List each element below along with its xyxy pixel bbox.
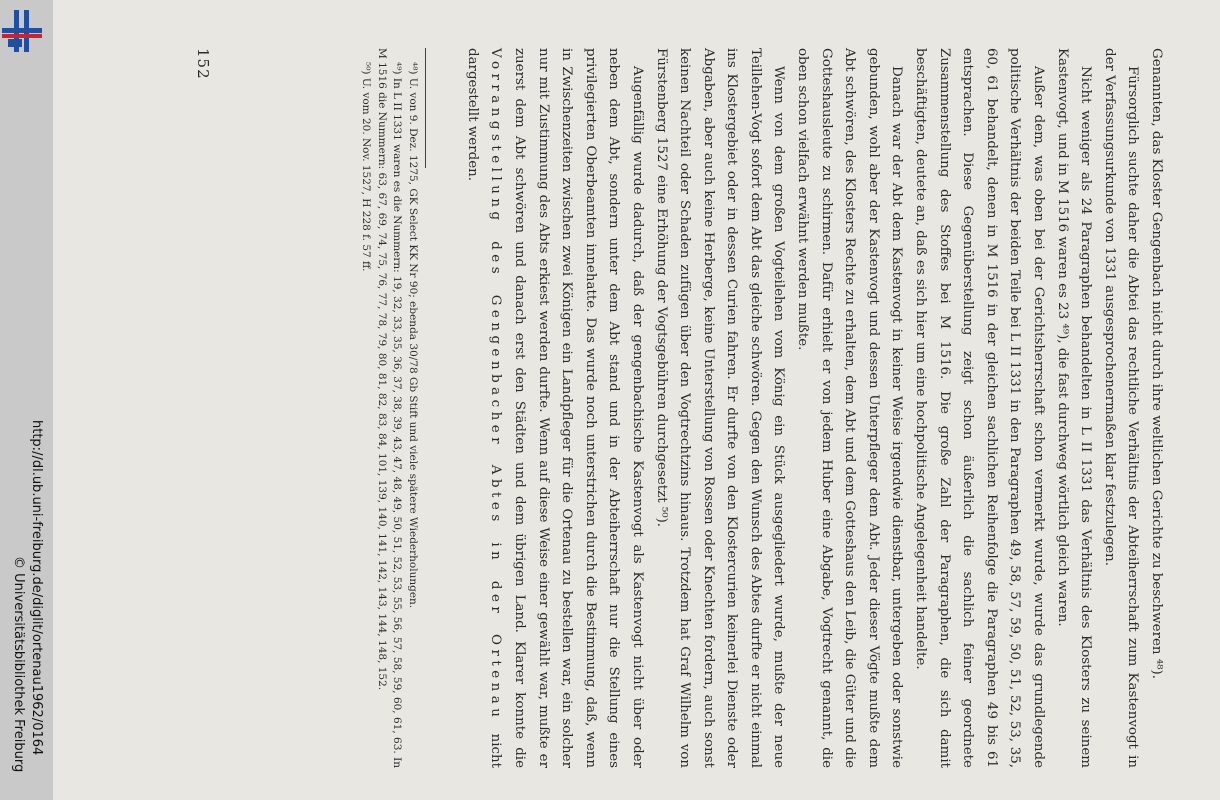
spaced-emphasis: Vorrangstellung des Gengenbacher Abtes in der Ortenau — [488, 48, 504, 722]
paragraph-text: Augenfällig wurde dadurch, daß der gengenbachische Kastenvogt als Kastenvogt nicht über oder neben dem Abt, sondern unter dem Abt stand und in der Abteiherrschaft nur die Stellung eines privilegierten Oberbeamten innehatte. Das wurde noch unterstrichen durch die Bestimmung, daß, wenn in Zwischenzeiten zwischen zwei Königen ein Landpfleger für die Ortenau zu bestellen war, ein solcher nur mit Zustimmung des Abts erkiest werden durfte. Wenn auf diese Weise einer gewählt war, mußte er zuerst dem Abt schwören und danach erst den Städten und dem übrigen Land. Klarer konnte die — [511, 48, 645, 768]
paragraph: Nicht weniger als 24 Paragraphen behandelten in L II 1331 das Verhältnis des Klosters zu seinem Kastenvogt, und in M 1516 waren es 23 ⁴⁹), die fast durchweg wörtlich gleich waren. — [1054, 48, 1094, 768]
footnote-divider — [425, 48, 426, 168]
paragraph: Außer dem, was oben bei der Gerichtsherrschaft schon vermerkt wurde, wurde das grundlegende politische Verhältnis der beiden Teile bei L II 1331 in den Paragraphen 49, 58, 57, 59, 50, 51, 52, 53, 35, 60, 61 behandelt, denen in M 1516 in der gleichen sachlichen Reihenfolge die Paragraphen 49 bis 61 entsprachen. Diese Gegenüberstellung zeigt schon äußerlich die sachlich feiner geordnete Zusammenstellung des Stoffes bei M 1516. Die große Zahl der Paragraphen, die sich damit beschäftigten, deutete an, daß es sich hier um eine hochpolitische Angelegenheit handelte. — [913, 48, 1047, 768]
paragraph — [460, 48, 649, 768]
footnote: ⁵⁰) U. vom 20. Nov. 1527, H 228 f. 57 ff. — [360, 62, 373, 272]
paragraph: Fürsorglich suchte daher die Abtei das rechtliche Verhältnis der Abteiherrschaft zum Kastenvogt in der Verfassungsurkunde von 1331 ausgesprochenermaßen klar festzulegen. — [1101, 48, 1141, 768]
copyright-notice: © Universitätsbibliothek Freiburg — [11, 556, 26, 773]
footnote: ⁴⁹) In L II 1331 waren es die Nummern: 19, 32, 33, 35, 36, 37, 38, 39, 43, 47, 48, 49, 50, 51, 52, 53, 55, 56, 57, 58, 59, 60, 61, 63. In M 1516 die Nummern: 63, 67, 69, 74, 75, 76, 77, 78, 79, 80, 81, 82, 83, 84, 101, 139, 140, 141, 142, 143, 144, 148, 152. — [376, 48, 404, 768]
source-url[interactable]: http://dl.ub.uni-freiburg.de/diglit/ortenau1962/0164 — [29, 420, 44, 756]
scanned-page — [53, 0, 1220, 800]
page-content — [190, 48, 1168, 768]
paragraph: Genannten, das Kloster Gengenbach nicht durch ihre weltlichen Gerichte zu beschweren ⁴⁸). — [1149, 48, 1164, 679]
paragraph: Wenn von dem großen Vogteilehen vom König ein Stück ausgegliedert wurde, mußte der neue Teillehen-Vogt sofort dem Abt das gleiche schwören. Gegen den Wunsch des Abtes durfte er nicht einmal ins Klostergebiet oder in dessen Curien fahren. Er durfte von den Klostercurien keinerlei Dienste oder Abgaben, aber auch keine Herberge, keine Unterstellung von Rossen oder Knechten fordern, auch sonst keinen Nachteil oder Schaden zufügen über den Vogtrechtzins hinaus. Trotzdem hat Graf Wilhelm von Fürstenberg 1527 eine Erhöhung der Vogtsgebühren durchgesetzt ⁵⁰). — [653, 48, 787, 768]
sidebar — [0, 0, 53, 800]
page-number: 152 — [194, 48, 212, 80]
footnotes — [358, 48, 420, 768]
paragraph-tail: nicht dargestellt werden. — [464, 48, 504, 768]
footnote: ⁴⁸) U. von 9. Dez. 1275, GK Select KK Nr 90; ebenda 30/78 Gb Stift und viele spätere Wiederholungen. — [407, 62, 419, 609]
university-logo-icon — [0, 8, 50, 54]
paragraph: Danach war der Abt dem Kastenvogt in keiner Weise irgendwie dienstbar, untergeben oder sonstwie gebunden, wohl aber der Kastenvogt und dessen Unterpfleger dem Abt. Jeder dieser Vögte mußte dem Abt schwören, des Klosters Rechte zu erhalten, dem Abt und dem Gotteshaus den Leib, die Güter und die Gotteshausleute zu schirmen. Dafür erhielt er von jedem Huber eine Abgabe, Vogtrecht genannt, die oben schon vielfach erwähnt werden mußte. — [795, 48, 905, 768]
